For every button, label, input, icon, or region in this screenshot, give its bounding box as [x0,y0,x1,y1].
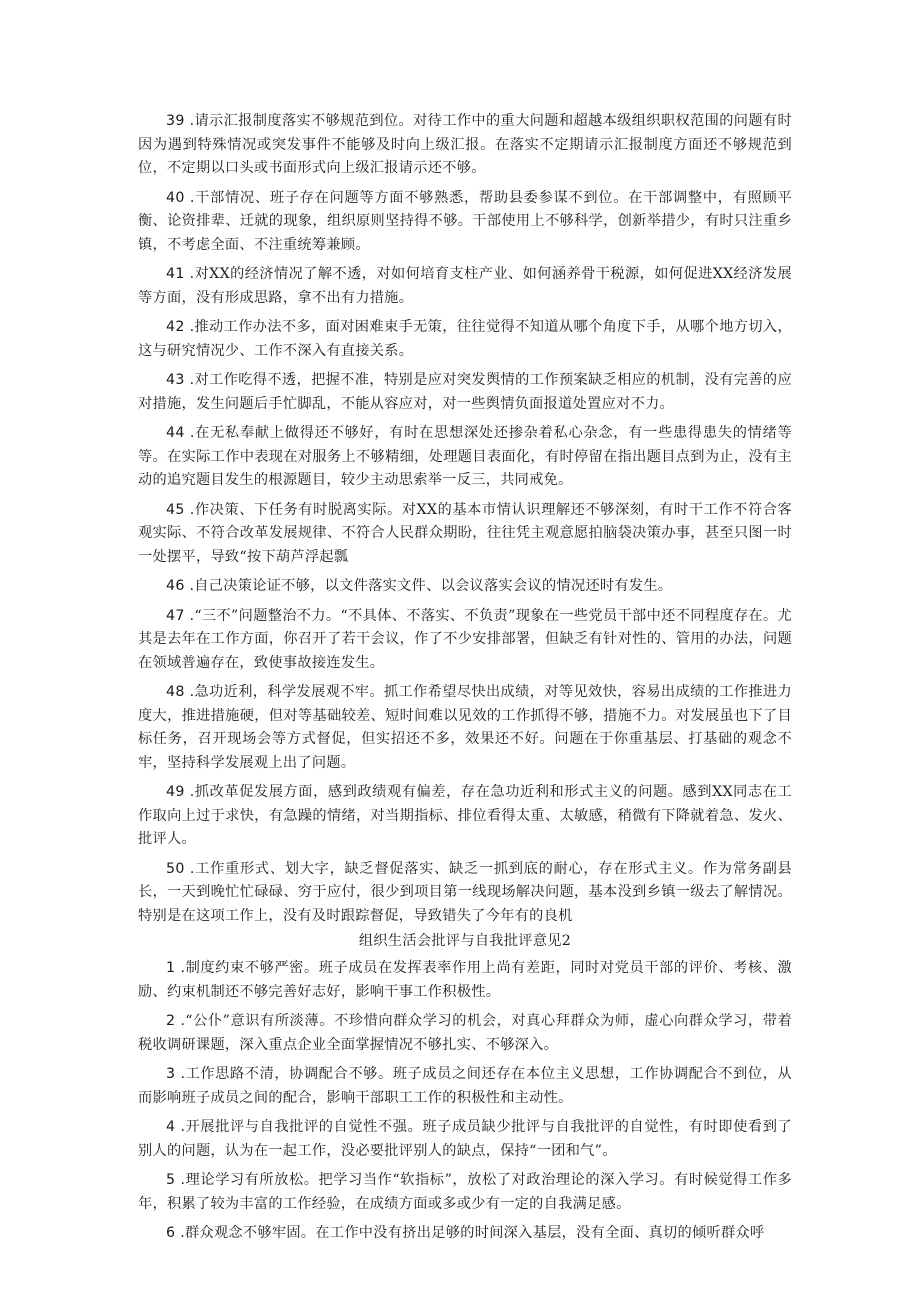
list-item [138,263,792,310]
item-text: .自己决策论证不够，以文件落实文件、以会议落实会议的情况还时有发生。 [189,578,673,594]
item-number: 47 [166,607,185,624]
item-number: 6 [166,1225,176,1241]
item-text: .开展批评与自我批评的自觉性不强。班子成员缺少批评与自我批评的自觉性，有时即使看到了别人的问题，认为在一起工作，没必要批评别人的缺点，保持“一团和气”。 [138,1119,792,1159]
list-item [138,605,792,676]
list-item [138,316,792,363]
item-number: 50 [166,860,185,877]
item-number: 39 [166,113,185,129]
item-number: 3 [166,1066,176,1082]
list-item [138,681,792,775]
item-number: 45 [166,501,185,518]
item-number: 48 [166,684,185,700]
item-text: .“三不”问题整治不力。“不具体、不落实、不负责”现象在一些党员干部中还不同程度存在。尤其是去年在工作方面，你召开了若干会议，作了不少安排部署，但缺乏有针对性的、管用的办法，问题在领域普遍存在，致使事故接连发生。 [138,607,792,671]
item-number: 2 [166,1013,176,1029]
item-text: .“公仆”意识有所淡薄。不珍惜向群众学习的机会，对真心拜群众为师，虚心向群众学习，带着税收调研课题，深入重点企业全面掌握情况不够扎实、不够深入。 [138,1013,792,1053]
item-text: .制度约束不够严密。班子成员在发挥表率作用上尚有差距，同时对党员干部的评价、考核、激励、约束机制还不够完善好志好，影响干事工作积极性。 [138,960,792,1000]
section2-list [138,957,792,1246]
item-text: .对XX的经济情况了解不透，对如何培育支柱产业、如何涵养骨干税源，如何促进XX经济发展等方面，没有形成思路，拿不出有力措施。 [138,266,792,306]
item-text: .理论学习有所放松。把学习当作“软指标”，放松了对政治理论的深入学习。有时候觉得工作多年，积累了较为丰富的工作经验，在成绩方面或多或少有一定的自我满足感。 [138,1172,793,1212]
item-number: 49 [166,784,185,800]
part1-list [138,110,792,928]
list-item [138,575,792,599]
item-text: .群众观念不够牢固。在工作中没有挤出足够的时间深入基层，没有全面、真切的倾听群众呼 [180,1225,765,1241]
item-text: .抓改革促发展方面，感到政绩观有偏差，存在急功近利和形式主义的问题。感到XX同志在工作取向上过于求快，有急躁的情绪，对当期指标、排位看得太重、太敏感，稍微有下降就着急、发火、批评人。 [138,784,792,847]
item-number: 4 [166,1119,176,1135]
item-text: .在无私奉献上做得还不够好，有时在思想深处还掺杂着私心杂念，有一些患得患失的情绪等等。在实际工作中表现在对服务上不够精细，处理题目表面化，有时停留在指出题目点到为止，没有主动的追究题目发生的根源题目，较少主动思索举一反三，共同戒免。 [138,425,793,488]
item-number: 41 [166,266,185,282]
item-text: .工作思路不清，协调配合不够。班子成员之间还存在本位主义思想，工作协调配合不到位，从而影响班子成员之间的配合，影响干部职工工作的积极性和主动性。 [138,1066,792,1106]
item-text: .工作重形式、划大字，缺乏督促落实、缺乏一抓到底的耐心，存在形式主义。作为常务副县长，一天到晚忙忙碌碌、穷于应付，很少到项目第一线现场解决问题，基本没到乡镇一级去了解情况。特别是在这项工作上，没有及时跟踪督促，导致错失了今年有的良机 [138,860,793,924]
list-item [138,187,792,258]
item-number: 44 [166,425,185,441]
item-text: .作决策、下任务有时脱离实际。对XX的基本市情认识理解还不够深刻，有时干工作不符合客观实际、不符合改革发展规律、不符合人民群众期盼，往往凭主观意愿拍脑袋决策办事，甚至只图一时一处摆平，导致“按下葫芦浮起瓢 [138,501,792,565]
item-text: .推动工作办法不多，面对困难束手无策，往往觉得不知道从哪个角度下手，从哪个地方切入，这与研究情况少、工作不深入有直接关系。 [138,319,792,359]
list-item [138,1010,792,1057]
item-text: .干部情况、班子存在问题等方面不够熟悉，帮助县委参谋不到位。在干部调整中，有照顾平衡、论资排辈、迁就的现象，组织原则坚持得不够。干部使用上不够科学，创新举措少，有时只注重乡镇，不考虑全面、不注重统筹兼顾。 [138,189,793,253]
item-number: 40 [166,189,185,206]
item-number: 46 [166,578,185,594]
list-item [138,1222,792,1246]
list-item [138,781,792,852]
document-page [138,110,792,1252]
item-number: 1 [166,960,176,976]
list-item [138,1063,792,1110]
item-number: 42 [166,319,185,335]
item-number: 5 [166,1172,176,1188]
list-item [138,1169,792,1216]
list-item [138,858,792,929]
item-text: .请示汇报制度落实不够规范到位。对待工作中的重大问题和超越本级组织职权范围的问题有时因为遇到特殊情况或突发事件不能够及时向上级汇报。在落实不定期请示汇报制度方面还不够规范到位，不定期以口头或书面形式向上级汇报请示还不够。 [138,113,792,176]
item-text: .对工作吃得不透，把握不准，特别是应对突发舆情的工作预案缺乏相应的机制，没有完善的应对措施，发生问题后手忙脚乱，不能从容应对，对一些舆情负面报道处置应对不力。 [138,372,792,412]
section-title: 组织生活会批评与自我批评意见2 [358,933,572,949]
item-number: 43 [166,372,185,388]
list-item [138,110,792,181]
list-item [138,422,792,493]
list-item [138,1116,792,1163]
list-item [138,499,792,570]
list-item [138,369,792,416]
list-item [138,957,792,1004]
item-text: .急功近利，科学发展观不牢。抓工作希望尽快出成绩，对等见效快，容易出成绩的工作推进力度大，推进措施硬，但对等基础较差、短时间难以见效的工作抓得不够，措施不力。对发展虽也下了目标任务，召开现场会等方式督促，但实招还不多，效果还不好。问题在于你重基层、打基础的观念不牢，坚持科学发展观上出了问题。 [138,684,792,771]
